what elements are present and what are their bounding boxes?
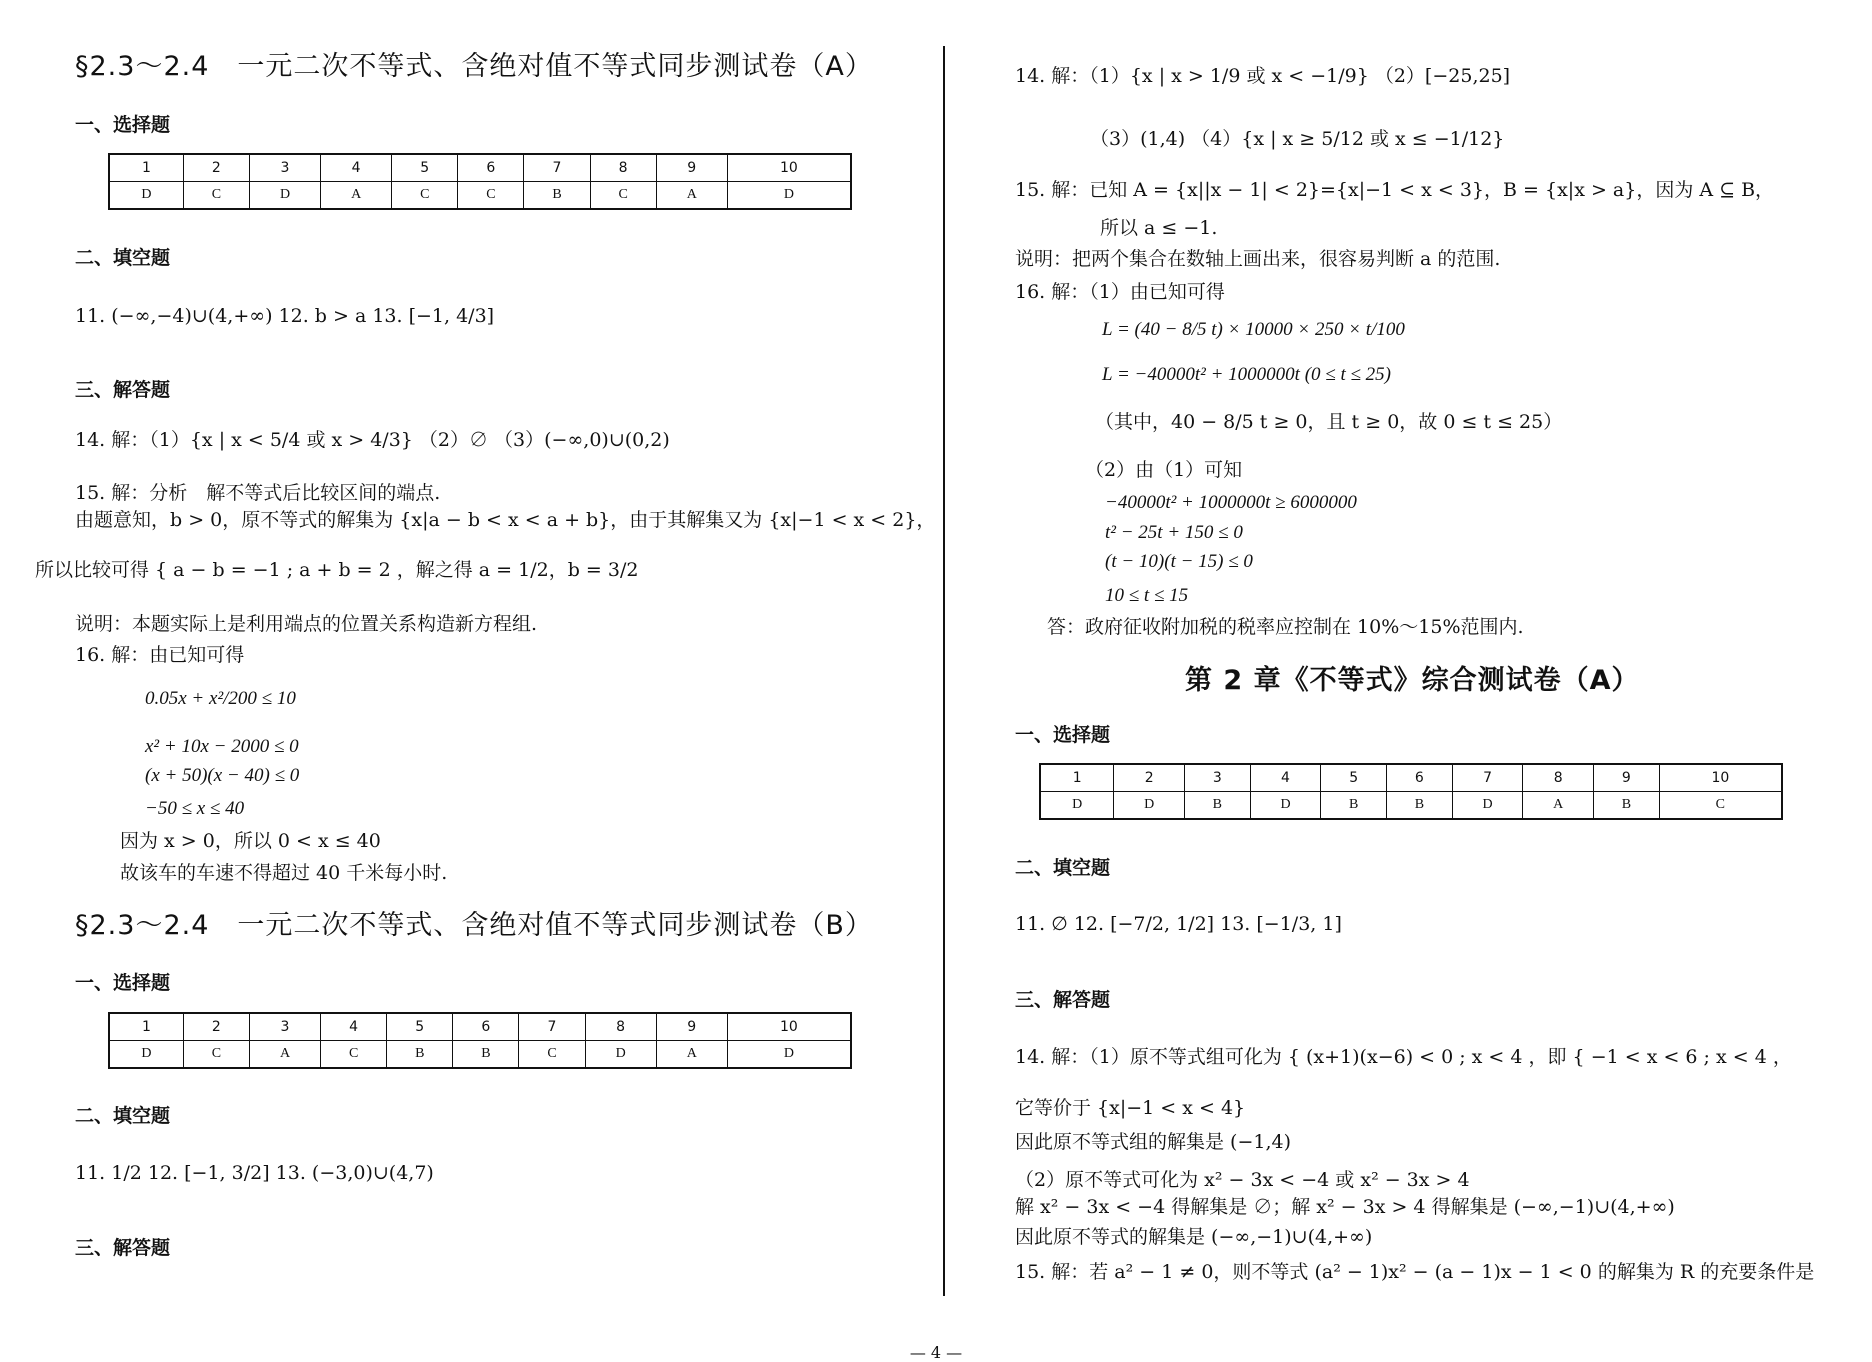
rt-line-6: L = (40 − 8/5 t) × 10000 × 250 × t/100	[1102, 319, 1405, 340]
rt-line-13: 10 ≤ t ≤ 15	[1105, 585, 1189, 606]
chapter-title: 第 2 章《不等式》综合测试卷（A）	[1185, 665, 1640, 696]
answer-number-cell: 10	[727, 1013, 851, 1041]
rt-line-12: (t − 10)(t − 15) ≤ 0	[1105, 551, 1253, 572]
page-number: — 4 —	[909, 1343, 963, 1362]
answer-letter-cell: C	[392, 182, 458, 210]
ch-line-0: 14. 解：（1）原不等式组可化为 { (x+1)(x−6) < 0 ; x < 4 ，即 { −1 < x < 6 ; x < 4 ，	[1015, 1046, 1792, 1068]
answer-letter-cell: D	[249, 182, 320, 210]
sa-line-3: 所以比较可得 { a − b = −1 ; a + b = 2 ，解之得 a = 1/2，b = 3/2	[35, 559, 639, 581]
answer-letter-cell: C	[321, 1041, 387, 1069]
rt-line-10: −40000t² + 1000000t ≥ 6000000	[1105, 492, 1357, 513]
answer-number-cell: 2	[1114, 764, 1185, 792]
chapter-answer-table	[1039, 763, 1783, 820]
rt-line-9: （2）由（1）可知	[1085, 459, 1243, 481]
sa-line-8: (x + 50)(x − 40) ≤ 0	[145, 765, 300, 786]
ch-line-2: 因此原不等式组的解集是 (−1,4)	[1015, 1131, 1292, 1153]
section-b-solve-heading: 三、解答题	[75, 1237, 171, 1259]
answer-number-cell: 7	[519, 1013, 585, 1041]
answer-letter-cell: B	[1594, 792, 1660, 820]
ch-line-4: 解 x² − 3x < −4 得解集是 ∅；解 x² − 3x > 4 得解集是 (−∞,−1)∪(4,+∞)	[1015, 1196, 1675, 1218]
section-b-answer-table	[108, 1012, 852, 1069]
answer-letter-cell: B	[453, 1041, 519, 1069]
answer-number-row	[1040, 764, 1782, 792]
answer-letter-cell: D	[109, 182, 183, 210]
answer-letter-cell: C	[590, 182, 656, 210]
rt-line-8: （其中，40 − 8/5 t ≥ 0，且 t ≥ 0，故 0 ≤ t ≤ 25）	[1095, 411, 1563, 433]
answer-letter-cell: A	[1523, 792, 1594, 820]
rt-line-0: 14. 解：（1）{x | x > 1/9 或 x < −1/9} （2）[−25,25]	[1015, 65, 1511, 87]
answer-number-row	[109, 1013, 851, 1041]
answer-number-cell: 4	[1250, 764, 1321, 792]
answer-number-cell: 5	[392, 154, 458, 182]
answer-letter-cell: D	[727, 1041, 851, 1069]
answer-number-row	[109, 154, 851, 182]
answer-letter-cell: C	[519, 1041, 585, 1069]
answer-letter-row	[109, 182, 851, 210]
answer-letter-cell: D	[585, 1041, 656, 1069]
section-a-fill-answers: 11. (−∞,−4)∪(4,+∞) 12. b > a 13. [−1, 4/3]	[75, 305, 495, 327]
answer-letter-cell: A	[321, 182, 392, 210]
sa-line-6: 0.05x + x²/200 ≤ 10	[145, 688, 296, 709]
sa-line-1: 15. 解：分析 解不等式后比较区间的端点.	[75, 482, 441, 504]
answer-letter-cell: D	[727, 182, 851, 210]
answer-letter-cell: B	[1321, 792, 1387, 820]
answer-number-cell: 2	[183, 1013, 249, 1041]
ch-line-6: 15. 解：若 a² − 1 ≠ 0，则不等式 (a² − 1)x² − (a − 1)x − 1 < 0 的解集为 R 的充要条件是	[1015, 1261, 1815, 1283]
answer-number-cell: 6	[458, 154, 524, 182]
rt-line-2: 15. 解：已知 A = {x||x − 1| < 2}={x|−1 < x < 3}，B = {x|x > a}，因为 A ⊆ B，	[1015, 179, 1775, 201]
answer-letter-cell: B	[1184, 792, 1250, 820]
answer-letter-row	[1040, 792, 1782, 820]
answer-number-cell: 6	[453, 1013, 519, 1041]
section-a-title: §2.3～2.4 一元二次不等式、含绝对值不等式同步测试卷（A）	[75, 51, 873, 82]
answer-number-cell: 8	[1523, 764, 1594, 792]
answer-letter-cell: B	[524, 182, 590, 210]
ch-line-1: 它等价于 {x|−1 < x < 4}	[1015, 1097, 1246, 1119]
answer-number-cell: 8	[585, 1013, 656, 1041]
rt-line-7: L = −40000t² + 1000000t (0 ≤ t ≤ 25)	[1102, 364, 1391, 385]
section-b-choice-heading: 一、选择题	[75, 972, 171, 994]
answer-number-cell: 4	[321, 154, 392, 182]
sa-line-2: 由题意知，b > 0，原不等式的解集为 {x|a − b < x < a + b}，由于其解集又为 {x|−1 < x < 2}，	[75, 509, 936, 531]
sa-line-5: 16. 解：由已知可得	[75, 644, 245, 666]
answer-letter-cell: D	[1114, 792, 1185, 820]
rt-line-11: t² − 25t + 150 ≤ 0	[1105, 522, 1243, 543]
answer-letter-cell: D	[109, 1041, 183, 1069]
answer-letter-cell: A	[249, 1041, 320, 1069]
ch-line-3: （2）原不等式可化为 x² − 3x < −4 或 x² − 3x > 4	[1015, 1169, 1470, 1191]
answer-letter-cell: A	[656, 182, 727, 210]
answer-letter-cell: A	[656, 1041, 727, 1069]
section-b-fill-heading: 二、填空题	[75, 1105, 171, 1127]
answer-letter-cell: C	[183, 1041, 249, 1069]
answer-letter-cell: C	[458, 182, 524, 210]
answer-number-cell: 9	[1594, 764, 1660, 792]
answer-letter-cell: D	[1040, 792, 1114, 820]
answer-number-cell: 4	[321, 1013, 387, 1041]
rt-line-14: 答：政府征收附加税的税率应控制在 10%～15%范围内.	[1047, 616, 1524, 638]
answer-number-cell: 5	[387, 1013, 453, 1041]
answer-letter-cell: D	[1452, 792, 1523, 820]
answer-letter-cell: D	[1250, 792, 1321, 820]
answer-number-cell: 6	[1387, 764, 1453, 792]
answer-number-cell: 2	[183, 154, 249, 182]
rt-line-1: （3）(1,4) （4）{x | x ≥ 5/12 或 x ≤ −1/12}	[1090, 128, 1505, 150]
sa-line-9: −50 ≤ x ≤ 40	[145, 798, 245, 819]
answer-number-cell: 5	[1321, 764, 1387, 792]
rt-line-4: 说明：把两个集合在数轴上画出来，很容易判断 a 的范围.	[1015, 248, 1501, 270]
column-divider	[943, 46, 945, 1296]
answer-letter-cell: C	[1659, 792, 1782, 820]
answer-letter-row	[109, 1041, 851, 1069]
answer-number-cell: 9	[656, 1013, 727, 1041]
answer-number-cell: 1	[109, 1013, 183, 1041]
sa-line-7: x² + 10x − 2000 ≤ 0	[145, 736, 299, 757]
rt-line-5: 16. 解：（1）由已知可得	[1015, 281, 1225, 303]
answer-number-cell: 3	[249, 1013, 320, 1041]
answer-number-cell: 7	[524, 154, 590, 182]
chapter-fill-heading: 二、填空题	[1015, 857, 1111, 879]
answer-number-cell: 9	[656, 154, 727, 182]
answer-number-cell: 10	[727, 154, 851, 182]
answer-number-cell: 1	[109, 154, 183, 182]
section-a-solve-heading: 三、解答题	[75, 379, 171, 401]
answer-number-cell: 10	[1659, 764, 1782, 792]
chapter-solve-heading: 三、解答题	[1015, 989, 1111, 1011]
section-a-fill-heading: 二、填空题	[75, 247, 171, 269]
section-a-choice-heading: 一、选择题	[75, 114, 171, 136]
sa-line-4: 说明：本题实际上是利用端点的位置关系构造新方程组.	[75, 613, 538, 635]
answer-letter-cell: C	[183, 182, 249, 210]
sa-line-10: 因为 x > 0，所以 0 < x ≤ 40	[120, 830, 381, 852]
ch-line-5: 因此原不等式的解集是 (−∞,−1)∪(4,+∞)	[1015, 1226, 1373, 1248]
section-b-title: §2.3～2.4 一元二次不等式、含绝对值不等式同步测试卷（B）	[75, 910, 873, 941]
answer-number-cell: 1	[1040, 764, 1114, 792]
answer-number-cell: 7	[1452, 764, 1523, 792]
sa-line-11: 故该车的车速不得超过 40 千米每小时.	[120, 862, 448, 884]
chapter-choice-heading: 一、选择题	[1015, 724, 1111, 746]
answer-letter-cell: B	[387, 1041, 453, 1069]
rt-line-3: 所以 a ≤ −1.	[1100, 217, 1218, 239]
sa-line-0: 14. 解：（1）{x | x < 5/4 或 x > 4/3} （2）∅ （3）(−∞,0)∪(0,2)	[75, 429, 670, 451]
answer-letter-cell: B	[1387, 792, 1453, 820]
section-a-answer-table	[108, 153, 852, 210]
answer-number-cell: 3	[1184, 764, 1250, 792]
chapter-fill-answers: 11. ∅ 12. [−7/2, 1/2] 13. [−1/3, 1]	[1015, 913, 1342, 935]
answer-number-cell: 3	[249, 154, 320, 182]
section-b-fill-answers: 11. 1/2 12. [−1, 3/2] 13. (−3,0)∪(4,7)	[75, 1162, 434, 1184]
answer-number-cell: 8	[590, 154, 656, 182]
